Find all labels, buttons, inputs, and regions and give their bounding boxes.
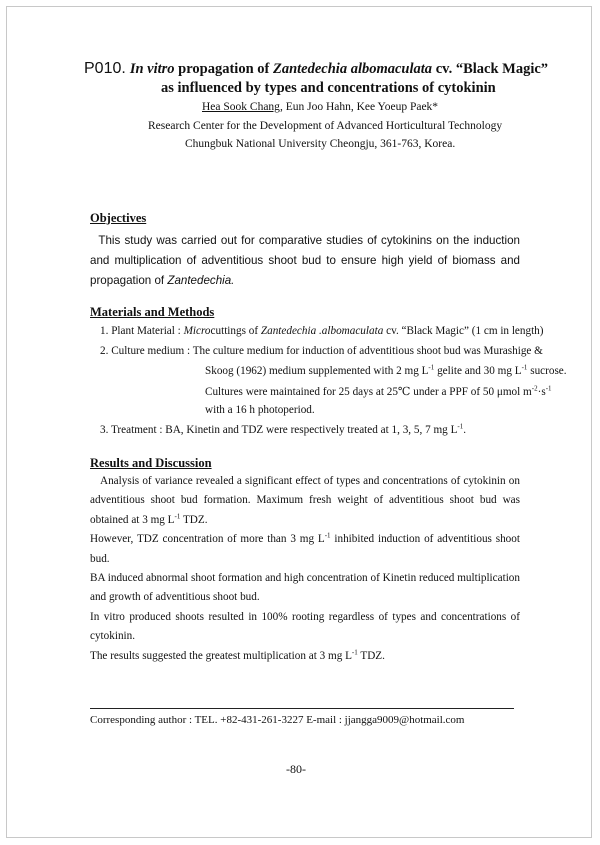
- methods-item-2-line2: Skoog (1962) medium supplemented with 2 mg $L^{-1}$ gelite and 30 mg $L^{-1}$ sucrose.: [205, 363, 567, 377]
- results-paragraph-5: The results suggested the greatest multiplication at 3 mg $L^{-1}$ TDZ.: [90, 647, 385, 662]
- methods-item-2-line3: Cultures were maintained for 25 days at 25℃ under a PPF of 50 μmol $m^{-2}\cdot s^{-1}$: [205, 384, 552, 398]
- methods-item-3: 3. Treatment : BA, Kinetin and TDZ were respectively treated at 1, 3, 5, 7 mg $L^{-1}$.: [100, 422, 467, 436]
- paper-title-line2: as influenced by types and concentrations of cytokinin: [161, 80, 496, 96]
- results-heading: Results and Discussion: [90, 456, 212, 470]
- methods-heading: Materials and Methods: [90, 305, 215, 319]
- abstract-code: P010.: [84, 60, 126, 77]
- methods-item-2-line4: with a 16 h photoperiod.: [205, 404, 315, 416]
- affiliation-line1: Research Center for the Development of Advanced Horticultural Technology: [148, 120, 503, 132]
- objectives-text: This study was carried out for comparative studies of cytokinins on the induction and multiplication of adventitious shoot bud to ensure high yield of biomass and propagation of Zantedechia.: [90, 234, 520, 287]
- page-number: -80-: [286, 762, 306, 776]
- authors: Hea Sook Chang, Eun Joo Hahn, Kee Yoeup Paek*: [202, 101, 439, 113]
- methods-item-1: 1. Plant Material : Microcuttings of Zantedechia .albomaculata cv. “Black Magic” (1 cm in length): [100, 325, 544, 337]
- paper-title-line1: P010. In vitro propagation of Zantedechia albomaculata cv. “Black Magic”: [84, 60, 549, 77]
- results-paragraph-1: Analysis of variance revealed a significant effect of types and concentrations of cytokinin on adventitious shoot bud formation. Maximum fresh weight of adventitious shoot bud was obtained at 3 mg $L^{-1}$ TDZ.: [90, 475, 520, 526]
- presenting-author: Hea Sook Chang: [202, 101, 280, 113]
- results-paragraph-4: In vitro produced shoots resulted in 100% rooting regardless of types and concentrations of cytokinin.: [90, 610, 520, 643]
- affiliation-line2: Chungbuk National University Cheongju, 361-763, Korea.: [185, 138, 456, 150]
- results-paragraph-2: However, TDZ concentration of more than 3 mg $L^{-1}$ inhibited induction of adventitious shoot bud.: [90, 531, 520, 565]
- objectives-heading: Objectives: [90, 211, 147, 225]
- corresponding-author: Corresponding author : TEL. +82-431-261-3227 E-mail : jjangga9009@hotmail.com: [90, 714, 465, 726]
- results-paragraph-3: BA induced abnormal shoot formation and high concentration of Kinetin reduced multiplication and growth of adventitious shoot bud.: [90, 572, 520, 604]
- methods-item-2-line1: 2. Culture medium : The culture medium for induction of adventitious shoot bud was Murashige &: [100, 345, 543, 357]
- footer-divider: [90, 708, 514, 709]
- results-text: [90, 472, 520, 666]
